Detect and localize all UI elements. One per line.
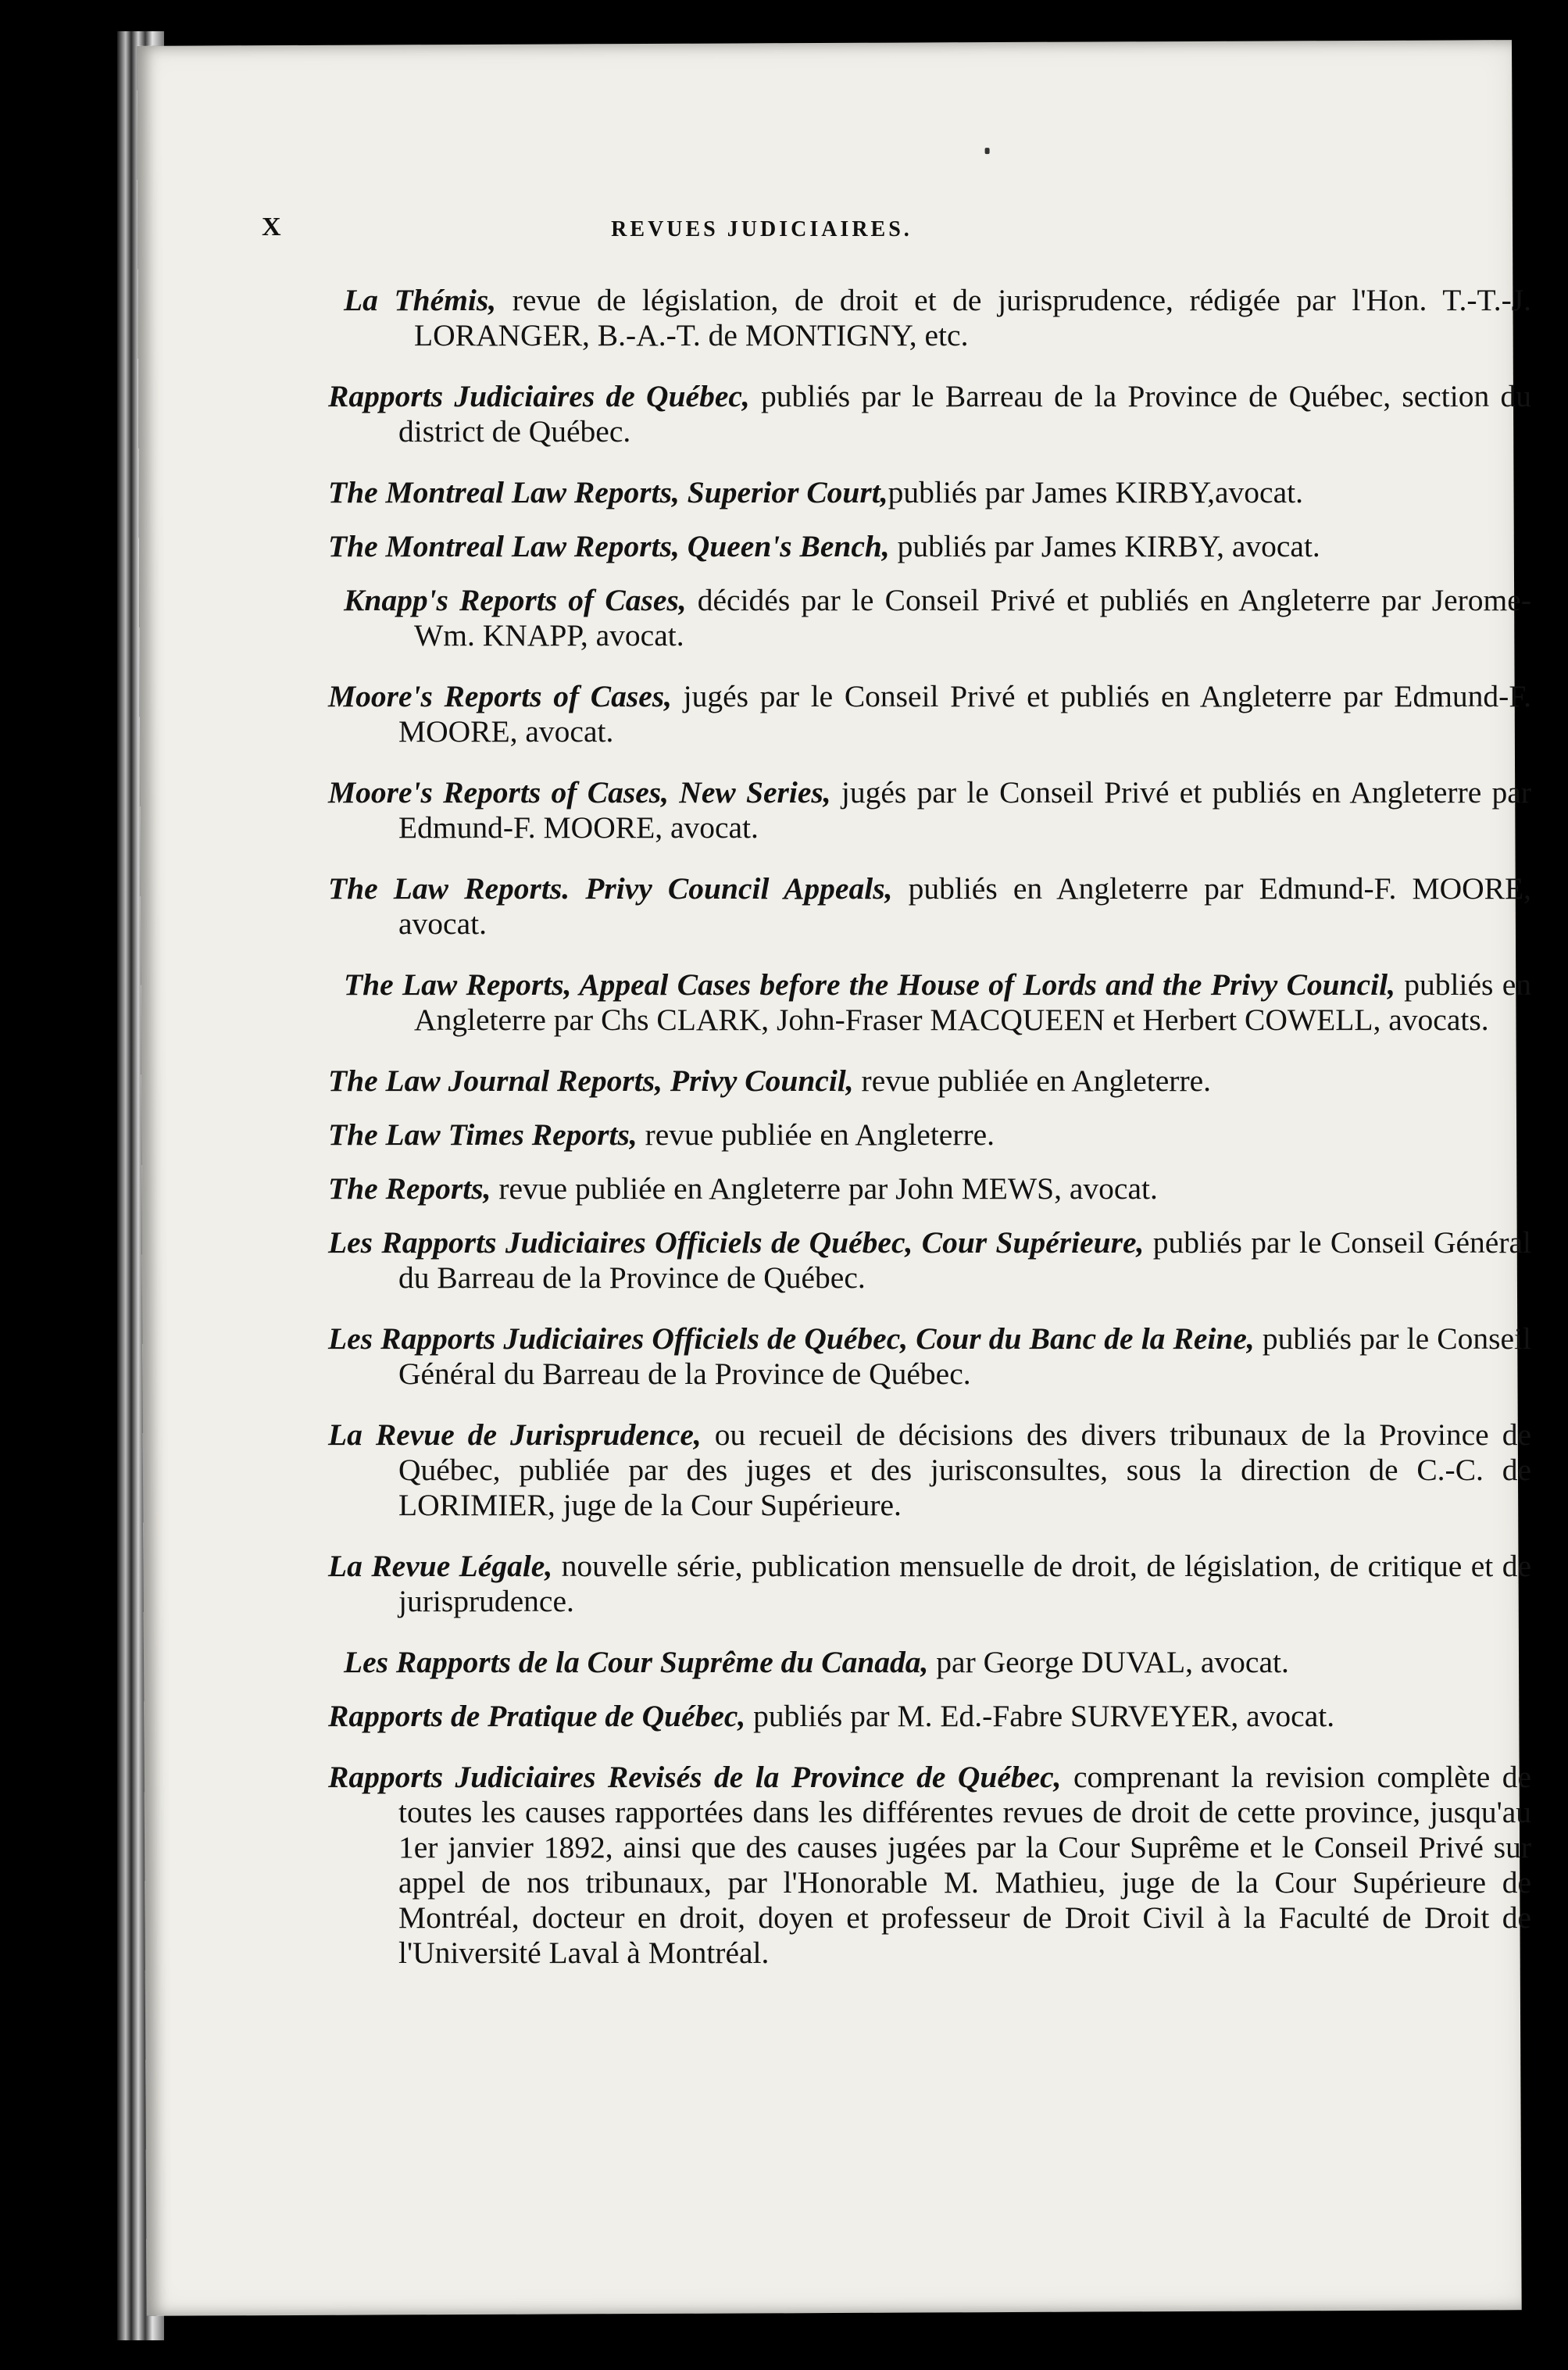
entry-description: publiés en Angleterre par Edmund-F. MOORE, avocat. [398,871,1531,941]
bibliography-entry [328,475,1531,510]
entry-description: publiés par le Conseil Général du Barreau de la Province de Québec. [398,1225,1531,1295]
bibliography-entry [328,379,1531,449]
entry-description: ou recueil de décisions des divers tribunaux de la Province de Québec, publiée par des juges et des jurisconsultes, sous la direction de C.-C. de LORIMIER, juge de la Cour Supérieure. [398,1417,1531,1522]
bibliography-entry [328,1760,1531,1971]
entry-description: comprenant la revision complète de toutes les causes rapportées dans les différentes revues de droit de cette province, jusqu'au 1er janvier 1892, ainsi que des causes jugées par la Cour Suprême et le Conseil Privé sur appel de nos tribunaux, par l'Honorable M. Mathieu, juge de la Cour Supérieure de Montréal, docteur en droit, doyen et professeur de Droit Civil à la Faculté de Droit de l'Université Laval à Montréal. [398,1760,1532,1970]
entry-description: par George DUVAL, avocat. [928,1645,1289,1679]
entry-description: revue de législation, de droit et de jurisprudence, rédigée par l'Hon. T.-T.-J. LORANGER, B.-A.-T. de MONTIGNY, etc. [414,283,1532,352]
entry-title: Moore's Reports of Cases, [328,679,672,713]
bibliography-entry [344,583,1531,653]
entry-description: publiés en Angleterre par Chs CLARK, John-Fraser MACQUEEN et Herbert COWELL, avocats. [414,967,1531,1037]
entry-description: publiés par James KIRBY,avocat. [888,475,1303,509]
entry-title: The Montreal Law Reports, Queen's Bench, [328,529,890,563]
bibliography-entry [328,1117,1531,1153]
entry-description: jugés par le Conseil Privé et publiés en Angleterre par Edmund-F. MOORE, avocat. [398,679,1531,749]
entry-title: Les Rapports Judiciaires Officiels de Québec, Cour Supérieure, [328,1225,1145,1260]
entry-title: The Montreal Law Reports, Superior Court, [328,475,888,509]
bibliography-entry [328,1321,1531,1392]
entry-description: publiés par James KIRBY, avocat. [889,529,1320,563]
entry-title: Knapp's Reports of Cases, [344,583,687,617]
entry-description: publiés par le Barreau de la Province de Québec, section du district de Québec. [398,379,1531,449]
entry-title: La Revue de Jurisprudence, [328,1417,702,1452]
entry-title: The Law Reports, Appeal Cases before the House of Lords and the Privy Council, [344,967,1395,1002]
page-number: X [262,213,282,241]
bibliography-entry [344,1645,1531,1680]
entry-description: revue publiée en Angleterre. [637,1117,995,1152]
bibliography-entry [328,1549,1531,1619]
entry-title: Moore's Reports of Cases, New Series, [328,775,831,810]
entry-description: publiés par M. Ed.-Fabre SURVEYER, avocat. [745,1699,1335,1733]
bibliography-entry [344,967,1531,1038]
bibliography-entry [328,679,1531,749]
entry-title: Rapports Judiciaires Revisés de la Province de Québec, [328,1760,1062,1794]
entry-description: publiés par le Conseil Général du Barreau de la Province de Québec. [398,1321,1531,1391]
entry-description: nouvelle série, publication mensuelle de droit, de législation, de critique et de jurisprudence. [398,1549,1531,1618]
bibliography-entry [328,1171,1531,1206]
entry-title: La Thémis, [344,283,497,317]
entry-list [328,283,1532,1971]
bibliography-entry [328,1417,1531,1523]
bibliography-entry [328,1063,1531,1099]
entry-description: revue publiée en Angleterre par John MEWS, avocat. [491,1171,1158,1206]
entry-description: jugés par le Conseil Privé et publiés en Angleterre par Edmund-F. MOORE, avocat. [398,775,1531,845]
entry-title: Rapports Judiciaires de Québec, [328,379,750,413]
entry-title: The Law Times Reports, [328,1117,638,1152]
ink-speck [985,148,990,154]
bibliography-entry [344,283,1531,353]
bibliography-entry [328,775,1531,845]
entry-title: The Law Reports. Privy Council Appeals, [328,871,893,906]
page-header [262,213,1262,259]
entry-title: Les Rapports de la Cour Suprême du Canada, [344,1645,929,1679]
bibliography-entry [328,1225,1531,1296]
entry-title: The Law Journal Reports, Privy Council, [328,1063,854,1098]
entry-description: décidés par le Conseil Privé et publiés en Angleterre par Jerome-Wm. KNAPP, avocat. [414,583,1531,652]
running-head: REVUES JUDICIAIRES. [611,217,913,241]
bibliography-entry [328,529,1531,564]
entry-title: Les Rapports Judiciaires Officiels de Québec, Cour du Banc de la Reine, [328,1321,1255,1356]
bibliography-entry [328,1699,1531,1734]
entry-title: Rapports de Pratique de Québec, [328,1699,746,1733]
entry-title: La Revue Légale, [328,1549,553,1583]
bibliography-entry [328,871,1531,942]
entry-description: revue publiée en Angleterre. [853,1063,1212,1098]
entry-title: The Reports, [328,1171,491,1206]
